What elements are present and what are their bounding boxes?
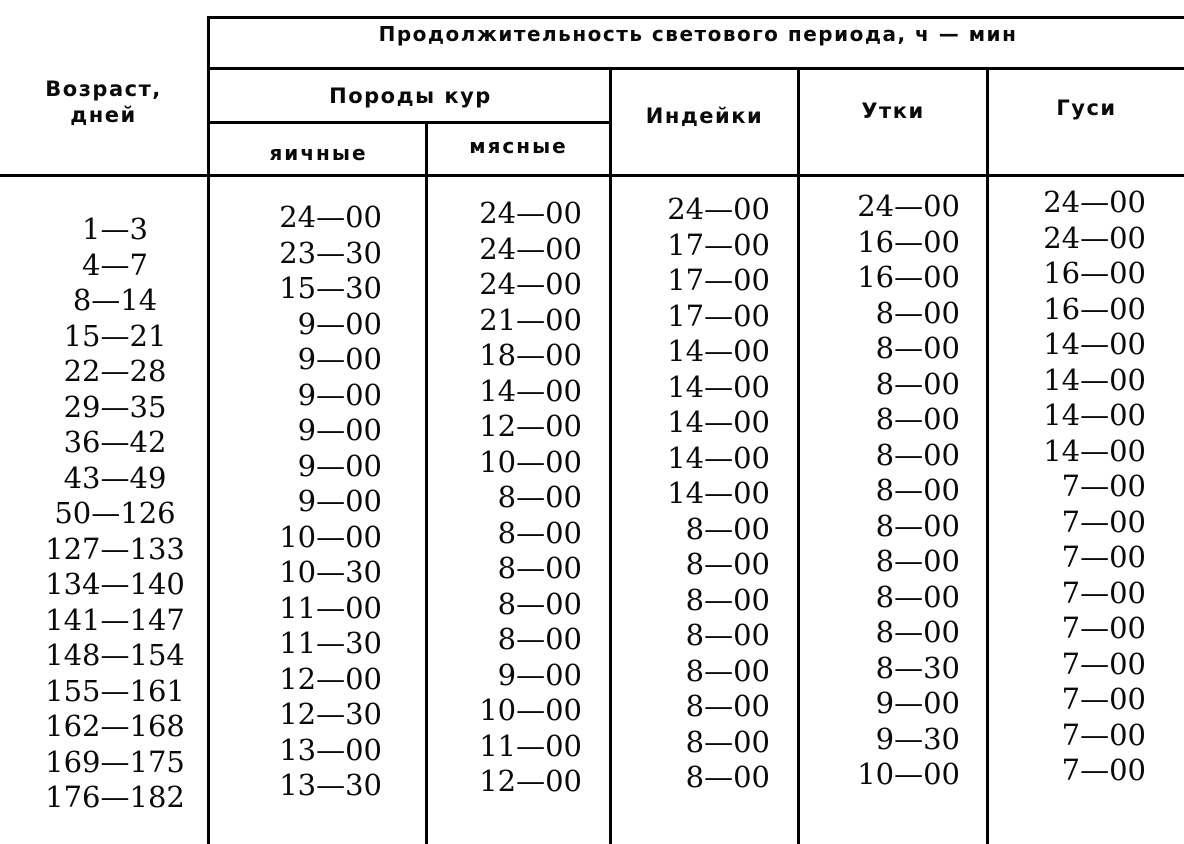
divider-turkeys-ducks xyxy=(797,67,800,844)
cell-turkeys: 14—00 xyxy=(667,334,770,368)
cell-turkeys: 8—00 xyxy=(685,760,770,794)
cell-age: 127—133 xyxy=(45,531,185,566)
cell-egg: 9—00 xyxy=(297,413,382,447)
cell-age: 1—3 xyxy=(82,212,148,246)
cell-age: 29—35 xyxy=(63,389,167,424)
column-meat xyxy=(440,196,582,800)
cell-turkeys: 8—00 xyxy=(685,582,770,617)
cell-age: 36—42 xyxy=(63,425,167,459)
header-egg-breeds: яичные xyxy=(269,141,368,165)
cell-ducks: 8—00 xyxy=(875,402,960,436)
divider-ducks-geese xyxy=(986,67,989,844)
cell-turkeys: 17—00 xyxy=(667,298,770,333)
column-egg xyxy=(240,200,382,804)
cell-ducks: 8—00 xyxy=(875,366,960,401)
column-ducks xyxy=(818,189,960,793)
cell-egg: 9—00 xyxy=(297,377,382,412)
divider-egg-meat xyxy=(425,121,428,844)
cell-turkeys: 17—00 xyxy=(667,227,770,262)
cell-turkeys: 14—00 xyxy=(667,405,770,439)
cell-egg: 10—00 xyxy=(279,519,382,554)
cell-egg: 13—30 xyxy=(279,768,382,802)
cell-ducks: 16—00 xyxy=(857,224,960,259)
cell-geese: 14—00 xyxy=(1043,433,1146,468)
cell-meat: 24—00 xyxy=(479,267,582,301)
cell-turkeys: 8—00 xyxy=(685,618,770,652)
cell-ducks: 8—30 xyxy=(875,650,960,685)
cell-ducks: 10—00 xyxy=(857,757,960,791)
cell-geese: 7—00 xyxy=(1061,682,1146,716)
cell-meat: 8—00 xyxy=(497,480,582,514)
cell-geese: 14—00 xyxy=(1043,327,1146,361)
cell-meat: 8—00 xyxy=(497,515,582,550)
header-ducks: Утки xyxy=(861,99,925,123)
cell-egg: 9—00 xyxy=(297,448,382,483)
cell-geese: 24—00 xyxy=(1043,185,1146,219)
cell-ducks: 8—00 xyxy=(875,437,960,472)
cell-ducks: 8—00 xyxy=(875,579,960,614)
cell-geese: 7—00 xyxy=(1061,504,1146,539)
divider-age xyxy=(207,16,210,844)
cell-age: 155—161 xyxy=(45,673,185,708)
cell-meat: 9—00 xyxy=(497,657,582,692)
cell-turkeys: 14—00 xyxy=(667,369,770,404)
cell-egg: 11—00 xyxy=(279,590,382,625)
cell-meat: 10—00 xyxy=(479,693,582,727)
cell-age: 4—7 xyxy=(82,247,148,282)
cell-geese: 7—00 xyxy=(1061,469,1146,503)
cell-turkeys: 8—00 xyxy=(685,724,770,759)
column-turkeys xyxy=(628,192,770,796)
cell-meat: 21—00 xyxy=(479,302,582,337)
cell-ducks: 9—30 xyxy=(875,721,960,756)
cell-meat: 12—00 xyxy=(479,764,582,798)
top-rule xyxy=(209,16,1184,19)
cell-egg: 10—30 xyxy=(279,555,382,589)
cell-age: 22—28 xyxy=(63,354,167,388)
cell-ducks: 8—00 xyxy=(875,508,960,543)
cell-geese: 7—00 xyxy=(1061,646,1146,681)
cell-turkeys: 8—00 xyxy=(685,511,770,546)
header-turkeys: Индейки xyxy=(645,104,764,128)
cell-ducks: 16—00 xyxy=(857,260,960,294)
cell-egg: 9—00 xyxy=(297,342,382,376)
header-geese: Гуси xyxy=(1056,96,1117,120)
cell-turkeys: 8—00 xyxy=(685,653,770,688)
cell-ducks: 8—00 xyxy=(875,544,960,578)
header-bottom-rule xyxy=(0,174,1184,177)
cell-meat: 14—00 xyxy=(479,373,582,408)
cell-geese: 14—00 xyxy=(1043,398,1146,432)
cell-egg: 12—30 xyxy=(279,697,382,731)
cell-meat: 11—00 xyxy=(479,728,582,763)
cell-geese: 7—00 xyxy=(1061,753,1146,787)
cell-geese: 7—00 xyxy=(1061,717,1146,752)
cell-ducks: 8—00 xyxy=(875,615,960,649)
header-rule-chicken-breeds xyxy=(209,121,611,124)
cell-egg: 12—00 xyxy=(279,661,382,696)
cell-egg: 9—00 xyxy=(297,306,382,341)
cell-meat: 24—00 xyxy=(479,231,582,266)
cell-geese: 7—00 xyxy=(1061,540,1146,574)
cell-ducks: 8—00 xyxy=(875,295,960,330)
cell-egg: 24—00 xyxy=(279,200,382,234)
cell-geese: 16—00 xyxy=(1043,291,1146,326)
cell-meat: 12—00 xyxy=(479,409,582,443)
cell-meat: 8—00 xyxy=(497,622,582,656)
cell-age: 169—175 xyxy=(45,744,185,779)
cell-age: 50—126 xyxy=(54,496,176,530)
cell-age: 141—147 xyxy=(45,602,185,637)
header-rule-light-period xyxy=(209,67,1184,70)
cell-geese: 14—00 xyxy=(1043,362,1146,397)
cell-meat: 24—00 xyxy=(479,196,582,230)
cell-egg: 15—30 xyxy=(279,271,382,305)
cell-age: 148—154 xyxy=(45,638,185,672)
cell-geese: 24—00 xyxy=(1043,220,1146,255)
cell-age: 162—168 xyxy=(45,709,185,743)
cell-age: 134—140 xyxy=(45,567,185,601)
cell-turkeys: 14—00 xyxy=(667,440,770,475)
cell-meat: 18—00 xyxy=(479,338,582,372)
cell-ducks: 8—00 xyxy=(875,473,960,507)
cell-ducks: 24—00 xyxy=(857,189,960,223)
cell-age: 43—49 xyxy=(63,460,167,495)
cell-geese: 7—00 xyxy=(1061,611,1146,645)
cell-turkeys: 14—00 xyxy=(667,476,770,510)
cell-turkeys: 8—00 xyxy=(685,689,770,723)
cell-ducks: 8—00 xyxy=(875,331,960,365)
header-light-period: Продолжительность светового периода, ч — мин xyxy=(378,22,1018,46)
cell-meat: 8—00 xyxy=(497,551,582,585)
cell-age: 8—14 xyxy=(72,283,158,317)
cell-egg: 9—00 xyxy=(297,484,382,518)
header-chicken-breeds: Породы кур xyxy=(329,84,492,108)
column-age xyxy=(40,212,190,816)
column-geese xyxy=(1004,185,1146,789)
cell-egg: 13—00 xyxy=(279,732,382,767)
cell-meat: 10—00 xyxy=(479,444,582,479)
cell-turkeys: 8—00 xyxy=(685,547,770,581)
cell-turkeys: 17—00 xyxy=(667,263,770,297)
cell-geese: 7—00 xyxy=(1061,575,1146,610)
header-meat-breeds: мясные xyxy=(469,134,568,158)
cell-geese: 16—00 xyxy=(1043,256,1146,290)
cell-turkeys: 24—00 xyxy=(667,192,770,226)
cell-age: 176—182 xyxy=(45,780,185,814)
cell-age: 15—21 xyxy=(63,318,167,353)
cell-ducks: 9—00 xyxy=(875,686,960,720)
header-age: Возраст, дней xyxy=(45,77,162,127)
cell-meat: 8—00 xyxy=(497,586,582,621)
cell-egg: 11—30 xyxy=(279,626,382,660)
divider-chickens-turkeys xyxy=(609,67,612,844)
cell-egg: 23—30 xyxy=(279,235,382,270)
